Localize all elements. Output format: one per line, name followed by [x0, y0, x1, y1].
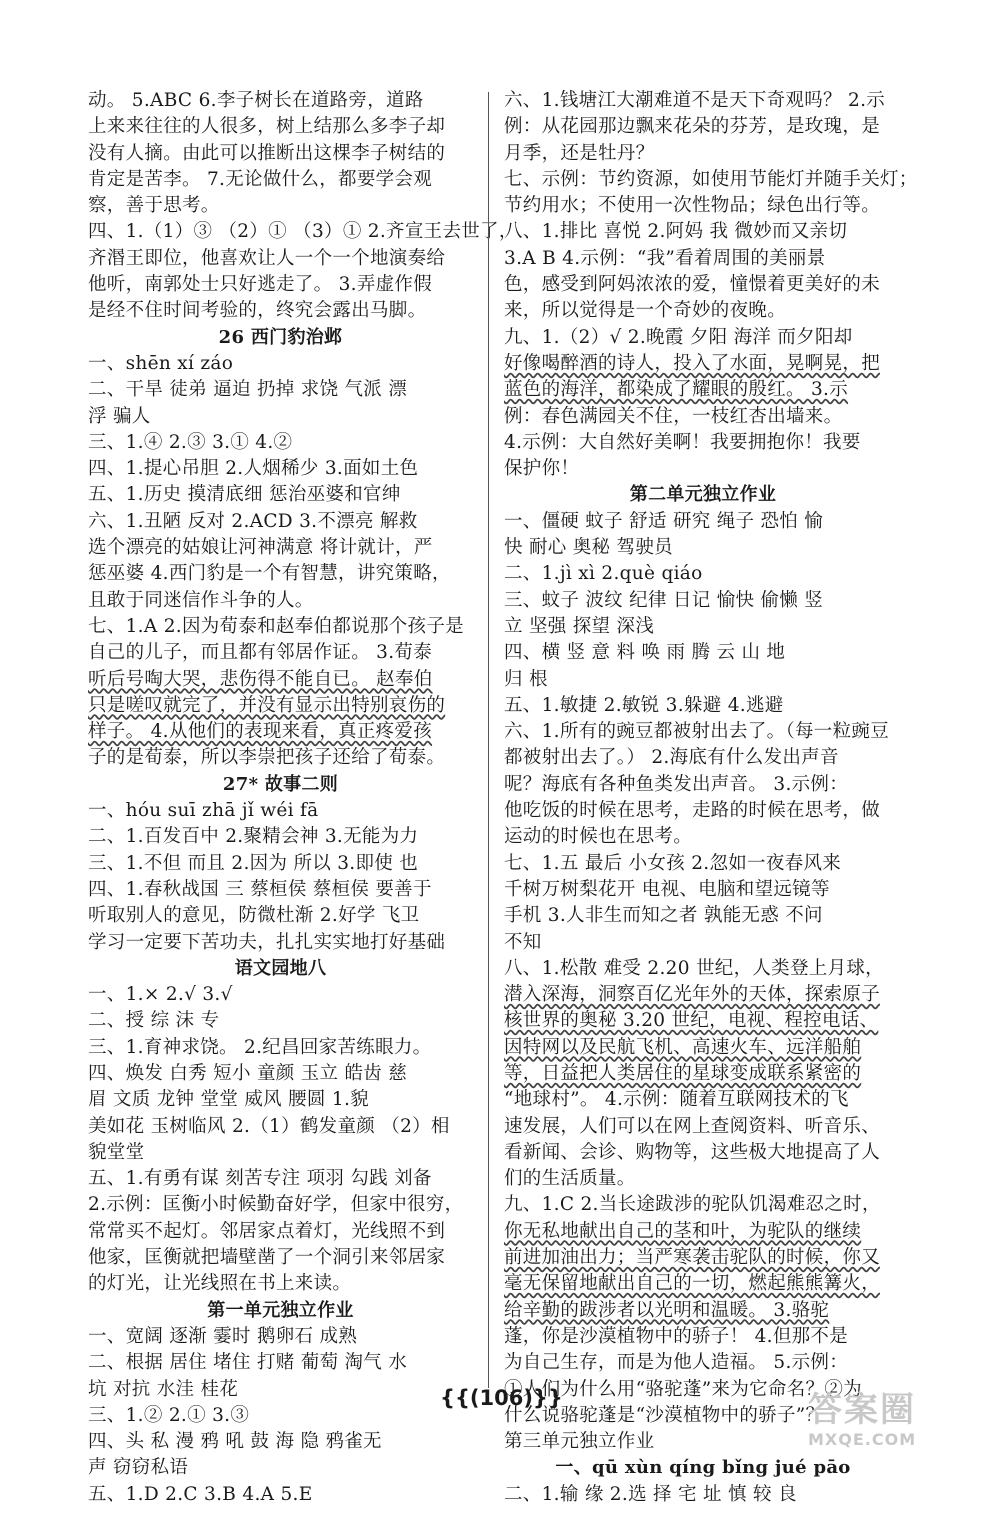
text-line: “地球村”。 4.示例：随着互联网技术的飞 — [504, 1089, 849, 1111]
text-line: 八、1.排比 喜悦 2.阿妈 我 微妙而又亲切 — [504, 221, 848, 243]
text-line: 惩巫婆 4.西门豹是一个有智慧，讲究策略， — [88, 563, 451, 585]
text-line: 千树万树梨花开 电视、电脑和望远镜等 — [504, 878, 830, 900]
text-line: 九、1.C 2.当长途跋涉的驼队饥渴难忍之时， — [504, 1194, 881, 1216]
underlined-line: 你无私地献出自己的茎和叶，为驼队的继续 — [504, 1220, 862, 1242]
text-line: 4.示例：大自然好美啊！我要拥抱你！我要 — [504, 431, 861, 453]
text-line: 浮 骗人 — [88, 405, 151, 427]
column-divider — [488, 92, 489, 1388]
text-line: 五、1.有勇有谋 刻苦专注 项羽 勾践 刘备 — [88, 1168, 432, 1190]
watermark-url: MXQE.COM — [808, 1430, 917, 1449]
text-line: 二、1.输 缘 2.选 择 宅 址 慎 较 良 — [504, 1483, 797, 1505]
text-line: 第三单元独立作业 — [504, 1431, 655, 1453]
text-line: 动。 5.ABC 6.李子树长在道路旁，道路 — [88, 90, 424, 111]
text-line: 学习一定要下苦功夫，扎扎实实地打好基础 — [88, 931, 446, 953]
text-line: 七、1.五 最后 小女孩 2.忽如一夜春风来 — [504, 852, 842, 874]
text-line: 节约用水；不使用一次性物品；绿色出行等。 — [504, 195, 881, 217]
text-line: 肯定是苦李。 7.无论做什么，都要学会观 — [88, 168, 433, 190]
text-line — [504, 1508, 902, 1534]
underlined-line: 蓝色的海洋，都染成了耀眼的殷红。 3.示 — [504, 379, 849, 401]
underlined-line: 好像喝醉酒的诗人，投入了水面，晃啊晃，把 — [504, 352, 881, 374]
text-line: 自己的儿子，而且都有邻居作证。 3.荀泰 — [88, 642, 433, 664]
text-line: 五、1.敏捷 2.敏锐 3.躲避 4.逃避 — [504, 694, 784, 716]
text-line: 四、1.提心吊胆 2.人烟稀少 3.面如土色 — [88, 458, 419, 480]
text-line: 的灯光，让光线照在书上来读。 — [88, 1273, 352, 1295]
text-line: 七、示例：节约资源，如使用节能灯并随手关灯； — [504, 168, 918, 190]
text-line: 没有人摘。由此可以推断出这棵李子树结的 — [88, 142, 446, 164]
text-line: ①人们为什么用“骆驼蓬”来为它命名？②为 — [504, 1378, 862, 1400]
text-line: 察，善于思考。 — [88, 195, 220, 217]
underlined-line: 潜入深海，洞察百亿光年外的天体，探索原子 — [504, 984, 881, 1006]
text-line: 齐湣王即位，他喜欢让人一个一个地演奏给 — [88, 247, 446, 269]
text-line: 速发展，人们可以在网上查阅资料、听音乐、 — [504, 1115, 881, 1137]
text-line: 手机 3.人非生而知之者 孰能无惑 不问 — [504, 905, 823, 927]
text-line: 立 坚强 探望 深浅 — [504, 615, 655, 637]
text-line: 二、1.百发百中 2.聚精会神 3.无能为力 — [88, 826, 419, 848]
text-line: 且敢于同迷信作斗争的人。 — [88, 589, 314, 611]
text-line: 眉 文质 龙钟 堂堂 威风 腰圆 1.貌 — [88, 1089, 369, 1111]
text-line: 他家，匡衡就把墙壁凿了一个洞引来邻居家 — [88, 1247, 446, 1269]
text-line: 看新闻、会诊、购物等，这些极大地提高了人 — [504, 1141, 881, 1163]
text-line: 2.示例：匡衡小时候勤奋好学，但家中很穷， — [88, 1194, 464, 1216]
text-line: 三、1.② 2.① 3.③ — [88, 1404, 250, 1426]
text-line: 一、shēn xí záo — [88, 352, 234, 374]
text-line: 六、1.钱塘江大潮难道不是天下奇观吗？ 2.示 — [504, 90, 886, 111]
text-line: 四、1.（1）③ （2）① （3）① 2.齐宣王去世了， — [88, 221, 518, 243]
text-line: 常常买不起灯。邻居家点着灯，光线照不到 — [88, 1220, 446, 1242]
text-line: 一、hóu suī zhā jǐ wéi fā — [88, 800, 319, 822]
text-line: 归 根 — [504, 668, 548, 690]
watermark-logo — [808, 1390, 988, 1456]
right-column — [504, 88, 918, 1534]
text-line: 他吃饭的时候在思考，走路的时候在思考，做 — [504, 800, 881, 822]
text-line: 他听，南郭处士只好逃走了。 3.弄虚作假 — [88, 274, 433, 296]
underlined-line: 前进加油出力；当严寒袭击驼队的时候，你又 — [504, 1247, 881, 1269]
text-line: 二、授 综 沫 专 — [88, 1010, 220, 1032]
text-line: 四、焕发 白秀 短小 童颜 玉立 皓齿 慈 — [88, 1062, 408, 1084]
text-line: 三、1.不但 而且 2.因为 所以 3.即使 也 — [88, 852, 419, 874]
text-line: 例：春色满园关不住，一枝红杏出墙来。 — [504, 405, 843, 427]
section-heading: 语文园地八 — [234, 957, 327, 979]
text-line: 都被射出去了。） 2.海底有什么发出声音 — [504, 747, 839, 769]
underlined-line: 核世界的奥秘 3.20 世纪，电视、程控电话、 — [504, 1010, 879, 1032]
text-line: 九、1.（2）√ 2.晚霞 夕阳 海洋 而夕阳却 — [504, 326, 853, 348]
text-line: 子的是荀泰，所以李崇把孩子还给了荀泰。 — [88, 747, 446, 769]
text-line: 四、头 私 漫 鸦 吼 鼓 海 隐 鸦雀无 — [88, 1431, 382, 1453]
text-line: 听取别人的意见，防微杜渐 2.好学 飞卫 — [88, 905, 420, 927]
text-line: 二、1.jì xì 2.què qiáo — [504, 563, 703, 585]
text-line: 例：从花园那边飘来花朵的芬芳，是玫瑰，是 — [504, 116, 881, 138]
text-line: 声 窃窃私语 — [88, 1457, 189, 1479]
text-line: 是经不住时间考验的，终究会露出马脚。 — [88, 300, 427, 322]
section-heading: 27* 故事二则 — [222, 773, 339, 795]
text-line: 月季，还是牡丹？ — [504, 142, 655, 164]
text-line: 选个漂亮的姑娘让河神满意 将计就计，严 — [88, 537, 433, 559]
text-line: 六、1.丑陋 反对 2.ACD 3.不漂亮 解救 — [88, 510, 418, 532]
text-line: 六、1.所有的豌豆都被射出去了。（每一粒豌豆 — [504, 721, 890, 743]
text-line: 色，感受到阿妈浓浓的爱，憧憬着更美好的未 — [504, 274, 881, 296]
section-heading: 第一单元独立作业 — [207, 1299, 354, 1321]
underlined-line: 毫无保留地献出自己的一切，燃起熊熊篝火， — [504, 1273, 881, 1295]
text-line: 运动的时候也在思考。 — [504, 826, 693, 848]
text-line: 坑 对抗 水洼 桂花 — [88, 1378, 239, 1400]
text-line: 们的生活质量。 — [504, 1168, 636, 1190]
text-line: 貌堂堂 — [88, 1141, 145, 1163]
text-line: 什么说骆驼蓬是“沙漠植物中的骄子”？ — [504, 1404, 825, 1426]
text-line: 一、1.× 2.√ 3.√ — [88, 984, 233, 1006]
text-line: 呢？海底有各种鱼类发出声音。 3.示例： — [504, 773, 849, 795]
text-line: 四、1.春秋战国 三 蔡桓侯 蔡桓侯 要善于 — [88, 878, 432, 900]
text-line: 三、蚊子 波纹 纪律 日记 愉快 偷懒 竖 — [504, 589, 824, 611]
text-line: 为自己生存，而是为他人造福。 5.示例： — [504, 1352, 849, 1374]
text-line: 二、干旱 徒弟 逼迫 扔掉 求饶 气派 漂 — [88, 379, 408, 401]
underlined-line: 样子。 4.从他们的表现来看，真正疼爱孩 — [88, 721, 433, 743]
text-line: 一、僵硬 蚊子 舒适 研究 绳子 恐怕 愉 — [504, 510, 824, 532]
underlined-line: 只是嗟叹就完了，并没有显示出特别哀伤的 — [88, 694, 446, 716]
text-line: 四、横 竖 意 料 唤 雨 腾 云 山 地 — [504, 642, 786, 664]
text-line: 一、宽阔 逐渐 霎时 鹅卵石 成熟 — [88, 1325, 358, 1347]
underlined-line: 等，日益把人类居住的星球变成联系紧密的 — [504, 1062, 862, 1084]
text-line: 3.A B 4.示例：“我”看着周围的美丽景 — [504, 247, 826, 269]
underlined-line: 因特网以及民航飞机、高速火车、远洋船舶 — [504, 1036, 862, 1058]
text-line: 七、1.A 2.因为荀泰和赵奉伯都说那个孩子是 — [88, 615, 464, 637]
section-heading: 第二单元独立作业 — [629, 484, 777, 506]
text-line: 二、根据 居住 堵住 打赌 葡萄 淘气 水 — [88, 1352, 408, 1374]
text-line: 五、1.D 2.C 3.B 4.A 5.E — [88, 1483, 313, 1505]
underlined-line: 听后号啕大哭，悲伤得不能自已。 赵奉伯 — [88, 668, 433, 690]
page-number: {{(106)}} — [440, 1386, 563, 1410]
section-heading: 26 西门豹治邺 — [218, 326, 343, 348]
text-line: 八、1.松散 难受 2.20 世纪，人类登上月球， — [504, 957, 884, 979]
text-line: 三、1.育神求饶。 2.纪昌回家苦练眼力。 — [88, 1036, 432, 1058]
text-line: 五、1.历史 摸清底细 惩治巫婆和官绅 — [88, 484, 401, 506]
section-heading: 一、qū xùn qíng bǐng jué pāo — [555, 1457, 851, 1479]
text-line: 美如花 玉树临风 2.（1）鹤发童颜 （2）相 — [88, 1115, 450, 1137]
text-line: 来，所以觉得是一个奇妙的夜晚。 — [504, 300, 787, 322]
text-line: 保护你！ — [504, 458, 580, 480]
text-line: 上来来往往的人很多，树上结那么多李子却 — [88, 116, 446, 138]
watermark-logo-text: 答案圈 — [808, 1390, 916, 1430]
text-line: 蓬，你是沙漠植物中的骄子！ 4.但那不是 — [504, 1325, 849, 1347]
text-line: 不知 — [504, 931, 542, 953]
text-line: 快 耐心 奥秘 驾驶员 — [504, 537, 673, 559]
text-line: 三、1.④ 2.③ 3.① 4.② — [88, 431, 293, 453]
underlined-line: 给辛勤的跋涉者以光明和温暖。 3.骆驼 — [504, 1299, 830, 1321]
